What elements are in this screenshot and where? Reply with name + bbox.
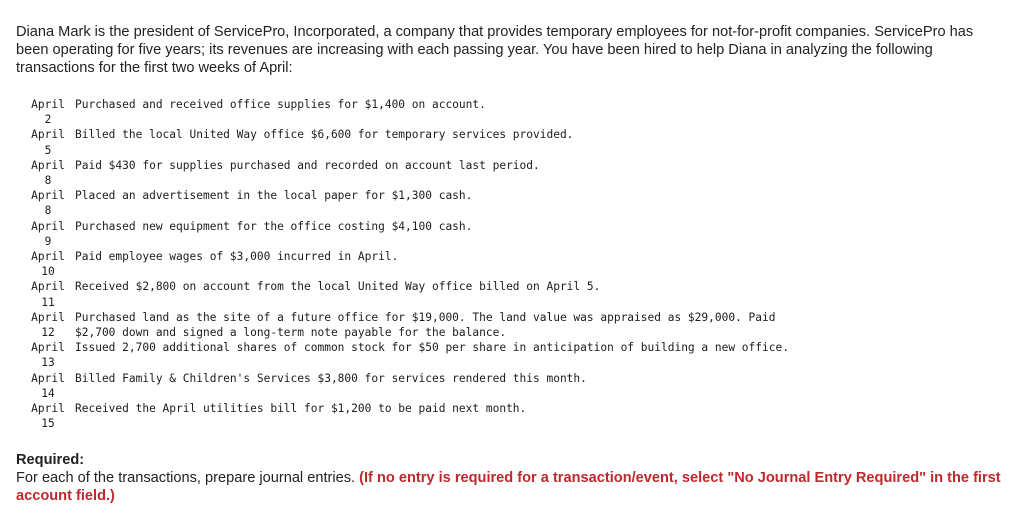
- transaction-month: April: [31, 341, 65, 355]
- transaction-day: 13: [41, 356, 55, 370]
- transaction-month: April: [31, 219, 65, 233]
- transaction-date: [25, 97, 71, 127]
- transaction-day: 15: [41, 417, 55, 431]
- transaction-description: Billed Family & Children's Services $3,800 for services rendered this month.: [75, 371, 587, 385]
- transaction-description: Placed an advertisement in the local paper for $1,300 cash.: [75, 189, 473, 203]
- transaction-date: [25, 127, 71, 157]
- required-section: [16, 451, 1006, 505]
- transaction-date: [25, 310, 71, 340]
- transaction-date: [25, 158, 71, 188]
- transaction-month: April: [31, 158, 65, 172]
- transaction-row: [25, 219, 789, 249]
- required-instruction: For each of the transactions, prepare journal entries.: [16, 470, 360, 486]
- required-note: (If no entry is required for a transaction/event, select "No Journal Entry Required" in the first account field.): [16, 470, 1001, 504]
- transaction-month: April: [31, 189, 65, 203]
- transaction-date: [25, 188, 71, 218]
- transaction-description: Billed the local United Way office $6,600 for temporary services provided.: [75, 128, 574, 142]
- required-heading: Required:: [16, 452, 85, 468]
- transaction-day: 14: [41, 386, 55, 400]
- transaction-date: [25, 249, 71, 279]
- transaction-row: [25, 158, 789, 188]
- transaction-day: 5: [44, 143, 52, 157]
- transaction-row: [25, 249, 789, 279]
- transaction-row: [25, 97, 789, 127]
- transaction-description: Received the April utilities bill for $1,200 to be paid next month.: [75, 402, 527, 416]
- transaction-day: 10: [41, 265, 55, 279]
- transaction-description: Issued 2,700 additional shares of common stock for $50 per share in anticipation of building a new office.: [75, 341, 789, 355]
- transaction-day: 9: [44, 234, 52, 248]
- transaction-month: April: [31, 280, 65, 294]
- transaction-description: Purchased and received office supplies for $1,400 on account.: [75, 98, 486, 111]
- transaction-description: Purchased new equipment for the office costing $4,100 cash.: [75, 219, 473, 233]
- problem-intro: Diana Mark is the president of ServicePro, Incorporated, a company that provides temporary employees for not-for-profit companies. ServicePro has been operating for five years; its revenues are increasing with each passing year. You have been hired to help Diana in analyzing the following transactions for the first two weeks of April:: [16, 24, 974, 76]
- transaction-day: 11: [41, 295, 55, 309]
- transaction-day: 2: [44, 113, 52, 127]
- transaction-month: April: [31, 402, 65, 416]
- transaction-row: [25, 340, 789, 370]
- transaction-row: [25, 310, 789, 340]
- transaction-row: [25, 188, 789, 218]
- transaction-month: April: [31, 371, 65, 385]
- transaction-description: Paid $430 for supplies purchased and recorded on account last period.: [75, 158, 540, 172]
- transaction-description: Purchased land as the site of a future office for $19,000. The land value was appraised as $29,000. Paid $2,700 down and signed a long-term note payable for the balance.: [75, 310, 776, 340]
- transactions-table: [25, 97, 789, 431]
- transaction-row: [25, 279, 789, 309]
- transaction-month: April: [31, 310, 65, 324]
- transaction-month: April: [31, 250, 65, 264]
- transaction-day: 8: [44, 204, 52, 218]
- transaction-date: [25, 279, 71, 309]
- required-body: [16, 469, 1006, 505]
- transaction-date: [25, 401, 71, 431]
- transaction-day: 8: [44, 174, 52, 188]
- transaction-day: 12: [41, 326, 55, 340]
- transaction-month: April: [31, 98, 65, 111]
- transaction-description: Paid employee wages of $3,000 incurred in April.: [75, 250, 399, 264]
- transaction-date: [25, 340, 71, 370]
- transaction-description: Received $2,800 on account from the local United Way office billed on April 5.: [75, 280, 601, 294]
- transaction-row: [25, 371, 789, 401]
- transaction-date: [25, 219, 71, 249]
- transaction-row: [25, 401, 789, 431]
- transaction-row: [25, 127, 789, 157]
- transaction-date: [25, 371, 71, 401]
- transaction-month: April: [31, 128, 65, 142]
